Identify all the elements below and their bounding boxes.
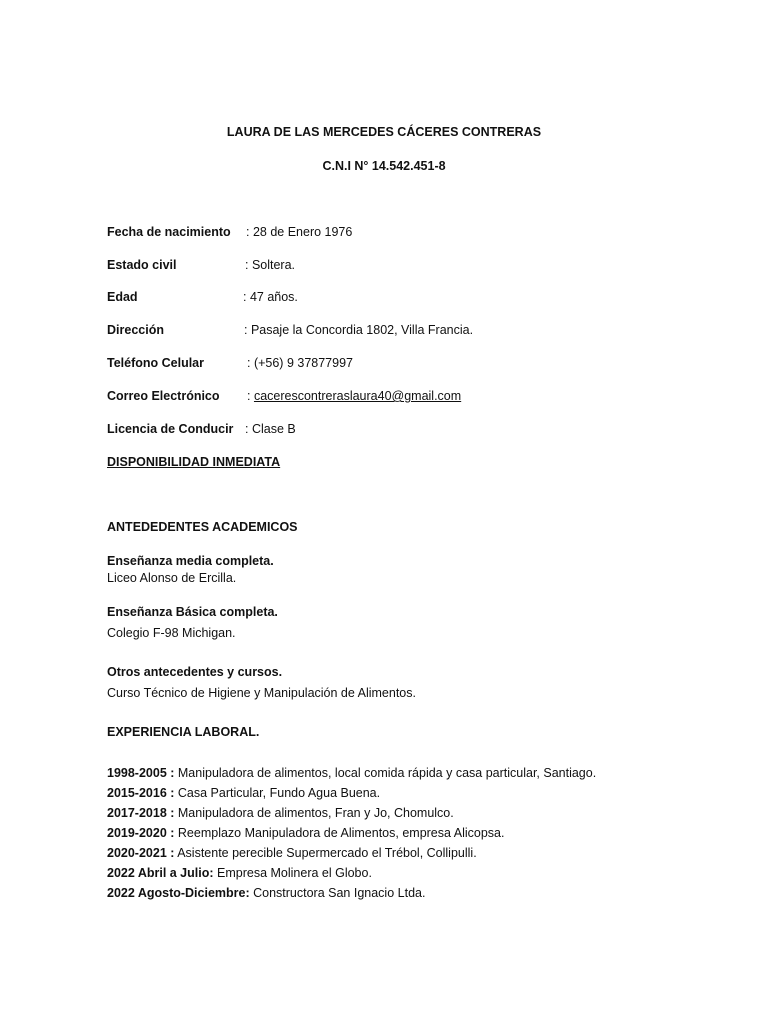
academic-item-title: Enseñanza media completa. — [107, 554, 274, 568]
academic-item-title: Otros antecedentes y cursos. — [107, 665, 283, 679]
experience-description: Manipuladora de alimentos, local comida rápida y casa particular, Santiago. — [174, 766, 597, 780]
field-value: : 47 años. — [243, 290, 298, 304]
academic-item-title: Enseñanza Básica completa. — [107, 605, 278, 619]
experience-description: Asistente perecible Supermercado el Trébol, Collipulli. — [174, 846, 477, 860]
experience-period: 1998-2005 : — [107, 766, 175, 780]
experience-description: Manipuladora de alimentos, Fran y Jo, Chomulco. — [174, 806, 454, 820]
field-label: Edad — [107, 290, 138, 304]
experience-period: 2019-2020 : — [107, 826, 175, 840]
field-label: Fecha de nacimiento — [107, 225, 231, 239]
academic-item-detail: Curso Técnico de Higiene y Manipulación de Alimentos. — [107, 686, 416, 700]
experience-item — [107, 846, 477, 860]
academic-item-detail: Colegio F-98 Michigan. — [107, 626, 236, 640]
experience-period: 2015-2016 : — [107, 786, 175, 800]
experience-description: Casa Particular, Fundo Agua Buena. — [174, 786, 381, 800]
experience-item — [107, 826, 504, 840]
field-value: : Soltera. — [245, 258, 296, 272]
experience-period: 2022 Abril a Julio: — [107, 866, 214, 880]
availability-note: DISPONIBILIDAD INMEDIATA — [107, 455, 281, 469]
email-prefix: : — [247, 389, 254, 403]
field-value: : Pasaje la Concordia 1802, Villa Francia. — [244, 323, 474, 337]
experience-description: Reemplazo Manipuladora de Alimentos, empresa Alicopsa. — [174, 826, 505, 840]
academic-item-detail: Liceo Alonso de Ercilla. — [107, 571, 237, 585]
field-value: : (+56) 9 37877997 — [247, 356, 353, 370]
experience-period: 2017-2018 : — [107, 806, 175, 820]
experience-item — [107, 886, 425, 900]
field-value: : Clase B — [245, 422, 296, 436]
experience-description: Constructora San Ignacio Ltda. — [249, 886, 426, 900]
experience-item — [107, 806, 454, 820]
experience-item — [107, 866, 372, 880]
experience-description: Empresa Molinera el Globo. — [213, 866, 372, 880]
field-label: Correo Electrónico — [107, 389, 220, 403]
experience-item — [107, 786, 380, 800]
field-label: Licencia de Conducir — [107, 422, 234, 436]
experience-heading: EXPERIENCIA LABORAL. — [107, 725, 260, 739]
field-label: Teléfono Celular — [107, 356, 205, 370]
candidate-name: LAURA DE LAS MERCEDES CÁCERES CONTRERAS — [226, 125, 542, 139]
academic-heading: ANTEDEDENTES ACADEMICOS — [107, 520, 298, 534]
experience-period: 2022 Agosto-Diciembre: — [107, 886, 250, 900]
field-label: Estado civil — [107, 258, 177, 272]
experience-period: 2020-2021 : — [107, 846, 175, 860]
field-value: : 28 de Enero 1976 — [246, 225, 353, 239]
email-link[interactable]: cacerescontreraslaura40@gmail.com — [253, 389, 462, 403]
field-label: Dirección — [107, 323, 164, 337]
candidate-id: C.N.I N° 14.542.451-8 — [322, 159, 446, 173]
experience-item — [107, 766, 596, 780]
